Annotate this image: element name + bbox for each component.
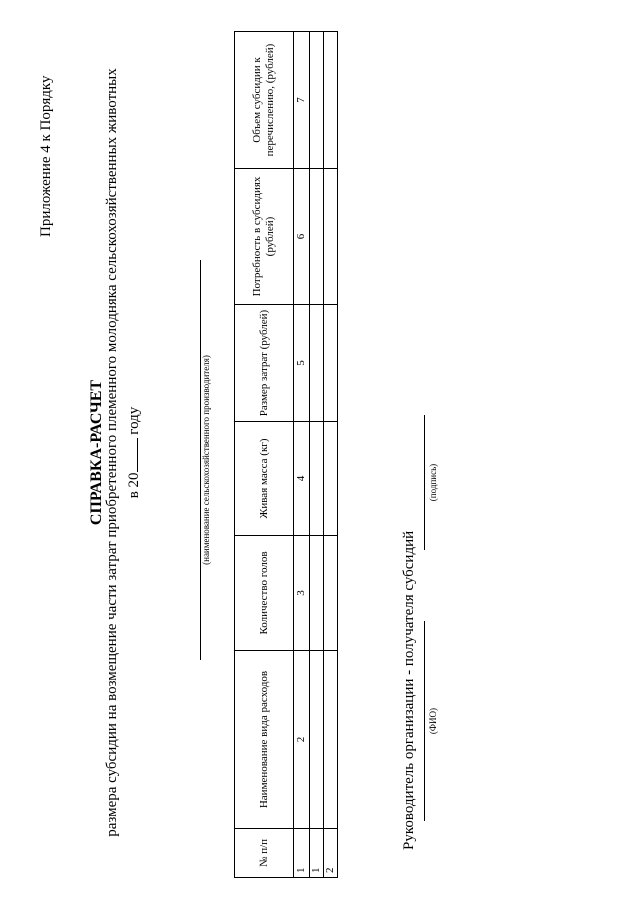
table-cell xyxy=(324,422,338,536)
header-subsidy-need: Потребность в субсидиях (рублей) xyxy=(235,169,294,305)
signature-caption: (подпись) xyxy=(428,463,438,502)
table-row xyxy=(310,32,324,878)
table-cell xyxy=(310,536,324,651)
table-cell xyxy=(310,651,324,829)
year-prefix: в 20 xyxy=(126,472,142,499)
table-row xyxy=(324,32,338,878)
document-title: СПРАВКА-РАСЧЕТ xyxy=(88,379,105,526)
table-cell xyxy=(324,651,338,829)
table-cell xyxy=(324,32,338,169)
column-number: 1 xyxy=(294,829,310,878)
document-subtitle: размера субсидии на возмещение части затрат приобретенного племенного молодняка сельскохозяйственных животных xyxy=(104,68,120,837)
column-number: 5 xyxy=(294,305,310,422)
calculation-table xyxy=(234,31,338,878)
header-expense-type: Наименование вида расходов xyxy=(235,651,294,829)
year-blank xyxy=(123,438,138,472)
header-subsidy-volume: Объем субсидии к перечислению, (рублей) xyxy=(235,32,294,169)
column-number: 4 xyxy=(294,422,310,536)
column-number-row xyxy=(294,32,310,878)
signature-line xyxy=(424,415,425,550)
table-cell: 1 xyxy=(310,829,324,878)
table-cell xyxy=(310,169,324,305)
header-cost-amount: Размер затрат (рублей) xyxy=(235,305,294,422)
header-live-weight: Живая масса (кг) xyxy=(235,422,294,536)
year-line xyxy=(123,0,143,905)
fio-line xyxy=(424,621,425,821)
column-number: 7 xyxy=(294,32,310,169)
column-number: 3 xyxy=(294,536,310,651)
year-suffix: году xyxy=(126,406,142,435)
table-cell xyxy=(324,169,338,305)
table-cell xyxy=(310,422,324,536)
table-cell xyxy=(324,536,338,651)
fio-caption: (ФИО) xyxy=(428,707,438,735)
header-head-count: Количество голов xyxy=(235,536,294,651)
table-cell xyxy=(310,32,324,169)
head-of-organization-label: Руководитель организации - получателя субсидий xyxy=(401,530,417,850)
table-cell: 2 xyxy=(324,829,338,878)
table-cell xyxy=(324,305,338,422)
header-number: № п/п xyxy=(235,829,294,878)
table-cell xyxy=(310,305,324,422)
column-number: 2 xyxy=(294,651,310,829)
table-header-row xyxy=(235,32,294,878)
appendix-label: Приложение 4 к Порядку xyxy=(38,75,54,237)
producer-caption: (наименование сельскохозяйственного производителя) xyxy=(201,355,211,565)
column-number: 6 xyxy=(294,169,310,305)
